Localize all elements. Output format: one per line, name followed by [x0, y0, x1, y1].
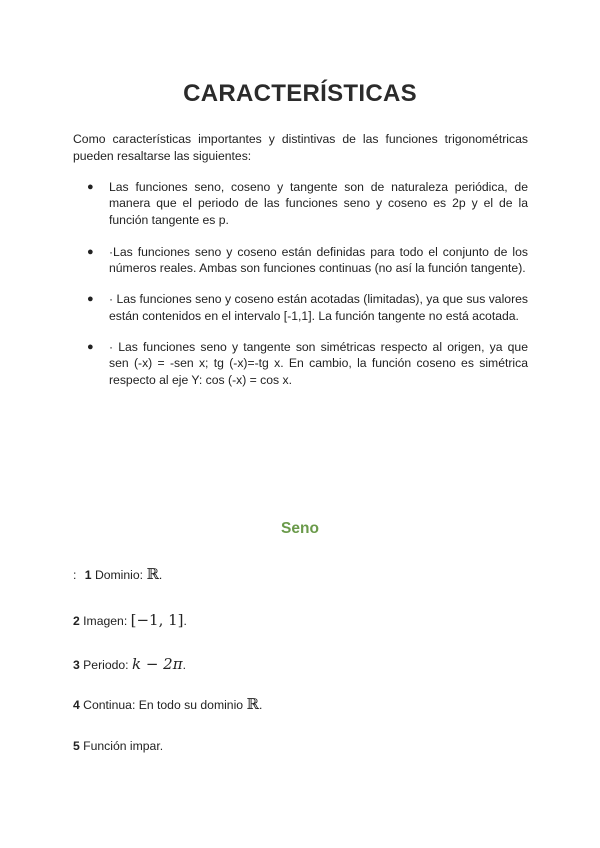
- list-item-text: ·Las funciones seno y coseno están definidas para todo el conjunto de los números reales. Ambas son funciones continuas (no así la función tangente).: [109, 244, 528, 276]
- property-suffix: .: [158, 568, 163, 582]
- property-number: 3: [73, 658, 80, 672]
- property-number: 5: [73, 739, 80, 753]
- property-continua: [73, 696, 262, 713]
- property-label: Imagen:: [83, 614, 128, 628]
- page-title: CARACTERÍSTICAS: [183, 80, 417, 107]
- property-periodo: [73, 656, 186, 673]
- property-label: Continua: En todo su dominio: [83, 698, 244, 712]
- characteristics-list: [73, 179, 528, 388]
- property-math: ℝ: [246, 695, 259, 713]
- list-item: [73, 244, 528, 277]
- property-number: 2: [73, 614, 80, 628]
- property-dominio: [73, 566, 162, 583]
- property-label: Periodo:: [83, 658, 129, 672]
- property-suffix: .: [182, 658, 186, 672]
- bullet-icon: ●: [87, 181, 94, 193]
- property-number: 1: [84, 568, 92, 582]
- list-item: [73, 179, 528, 228]
- section-title-seno: Seno: [281, 520, 319, 537]
- property-math: [−1, 1]: [130, 611, 184, 629]
- property-math: ℝ: [146, 565, 159, 583]
- list-item: [73, 339, 528, 388]
- bullet-icon: ●: [87, 341, 94, 354]
- property-math: k − 2π: [131, 655, 183, 673]
- property-prefix: :: [73, 568, 77, 582]
- list-item-text: Las funciones seno, coseno y tangente son de naturaleza periódica, de manera que el periodo de las funciones seno y coseno es 2p y el de la función tangente es p.: [109, 180, 528, 227]
- list-item-text: · Las funciones seno y coseno están acotadas (limitadas), ya que sus valores están contenidos en el intervalo [-1,1]. La función tangente no está acotada.: [109, 292, 528, 323]
- property-imagen: [73, 612, 187, 629]
- list-item-text: · Las funciones seno y tangente son simétricas respecto al origen, ya que sen (-x) = -sen x; tg (-x)=-tg x. En cambio, la función coseno es simétrica respecto al eje Y: cos (-x) = cos x.: [109, 340, 528, 387]
- property-suffix: .: [183, 614, 187, 628]
- property-label: Dominio:: [94, 568, 144, 582]
- bullet-icon: ●: [87, 293, 94, 306]
- property-impar: [73, 738, 163, 754]
- property-number: 4: [73, 698, 80, 712]
- property-suffix: .: [258, 698, 263, 712]
- list-item: [73, 291, 528, 324]
- intro-paragraph: Como características importantes y distintivas de las funciones trigonométricas pueden resaltarse las siguientes:: [73, 132, 528, 163]
- bullet-icon: ●: [87, 245, 94, 258]
- property-label: Función impar.: [83, 739, 164, 753]
